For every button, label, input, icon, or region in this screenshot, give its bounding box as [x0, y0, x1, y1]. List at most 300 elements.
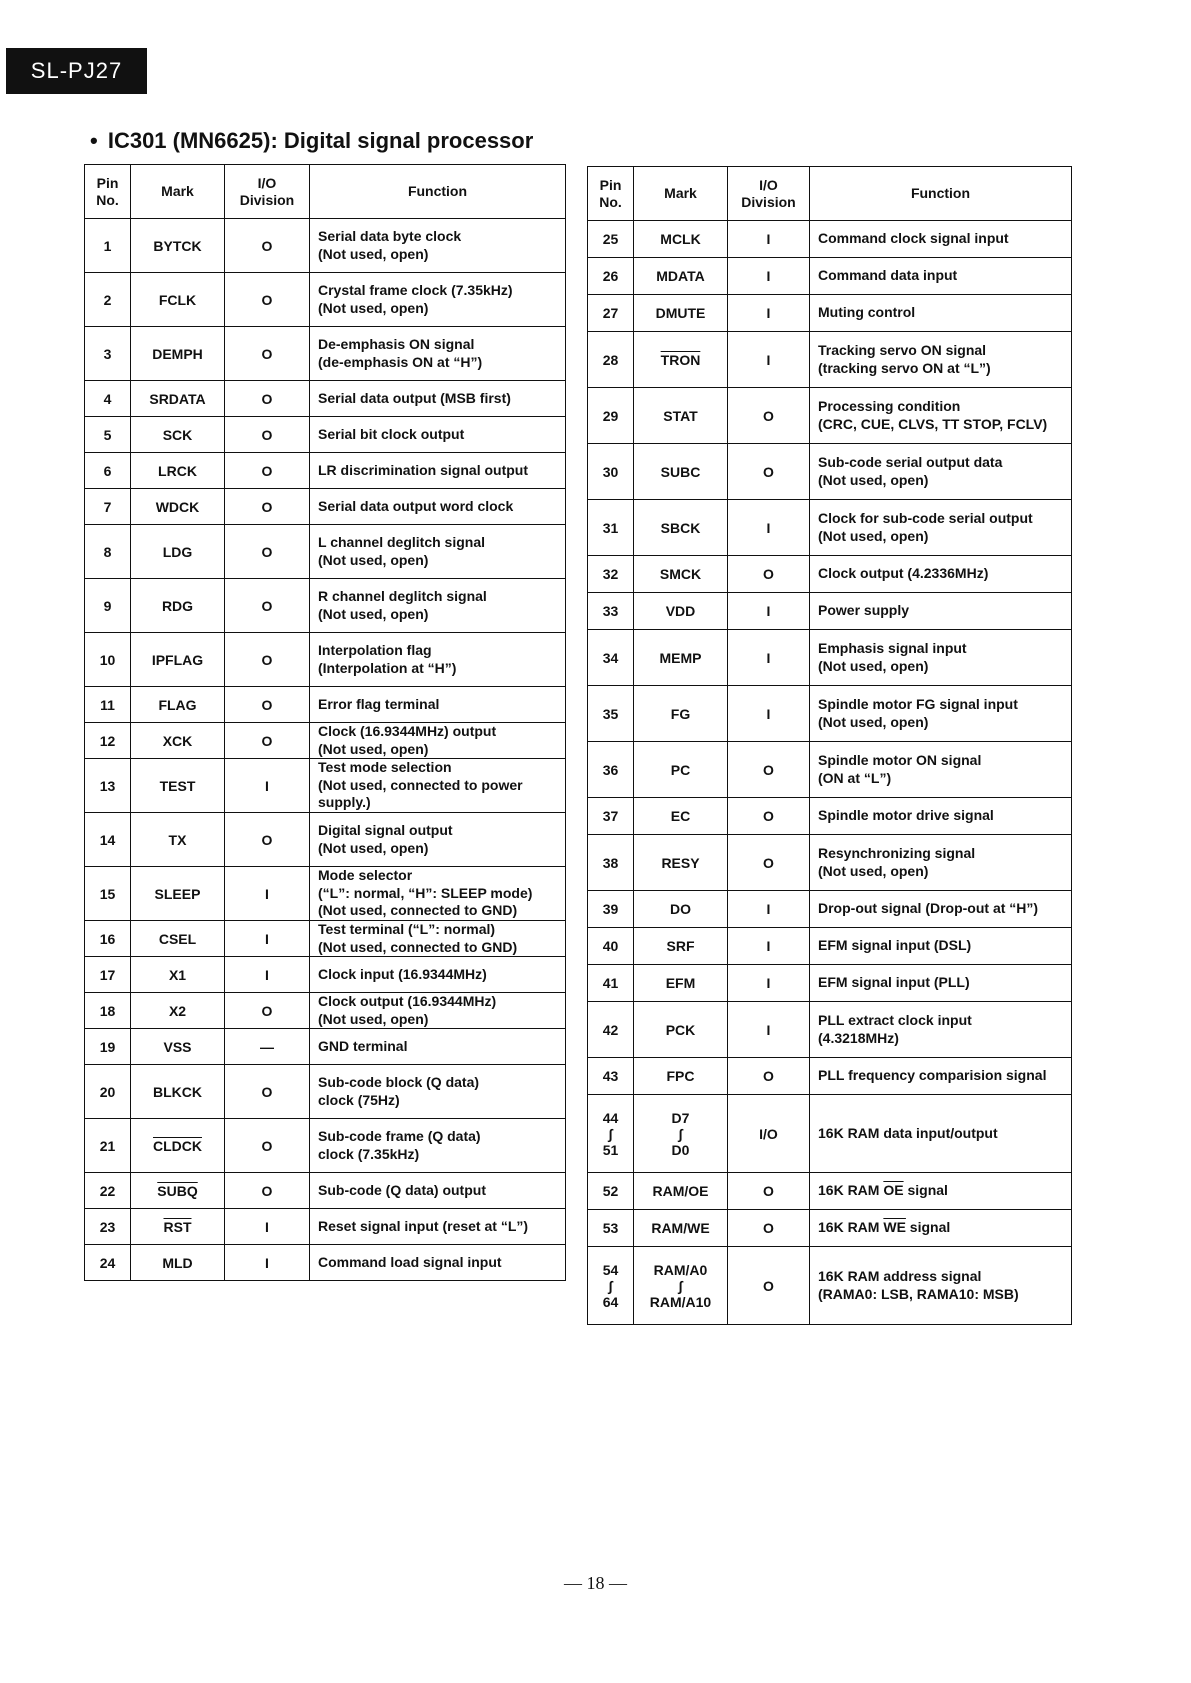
pin-mark [634, 891, 728, 928]
function-line: Muting control [818, 304, 916, 321]
pin-mark: SUBQ [131, 1173, 225, 1209]
pin-number-line: 27 [602, 305, 619, 321]
function-line: GND terminal [318, 1037, 408, 1054]
mark-line: SRF [666, 938, 695, 954]
pin-mark [634, 295, 728, 332]
function-line: L channel deglitch signal [318, 534, 485, 550]
pin-mark [634, 686, 728, 742]
function-line: (Not used, open) [318, 839, 429, 856]
range-symbol: ∫ [608, 1277, 613, 1294]
table-row [85, 579, 566, 633]
pin-number [588, 1247, 634, 1325]
pin-number-line: 31 [602, 519, 619, 536]
pin-io-division: O [728, 1247, 810, 1325]
pin-io-division: O [728, 1210, 810, 1247]
pin-number: 6 [85, 453, 131, 489]
function-line: Serial data output word clock [318, 497, 514, 514]
pin-function [310, 417, 566, 453]
pin-function [810, 332, 1072, 388]
pin-number [588, 1173, 634, 1210]
table-row [588, 965, 1072, 1002]
pin-io-division: O [225, 1065, 310, 1119]
pin-mark: BYTCK [131, 219, 225, 273]
pin-io-division: O [728, 742, 810, 798]
pin-number [588, 835, 634, 891]
table-row [588, 500, 1072, 556]
table-row [85, 219, 566, 273]
pin-function [310, 453, 566, 489]
function-line: clock (75Hz) [318, 1091, 400, 1108]
function-line: Resynchronizing signal [818, 845, 976, 861]
pin-io-division: O [728, 556, 810, 593]
pin-mark: IPFLAG [131, 633, 225, 687]
range-symbol: ∫ [678, 1277, 683, 1294]
pin-mark: XCK [131, 723, 225, 759]
function-line: Serial data output (MSB first) [318, 389, 511, 406]
pin-number-line: 36 [602, 761, 619, 778]
pin-number [588, 891, 634, 928]
pin-io-division: I [728, 965, 810, 1002]
pin-mark: LDG [131, 525, 225, 579]
function-line: Digital signal output [318, 822, 453, 838]
function-line: (Not used, open) [318, 245, 429, 262]
function-line: Spindle motor drive signal [818, 807, 994, 824]
pin-io-division: O [225, 687, 310, 723]
pin-function [310, 273, 566, 327]
pin-number-line: 52 [602, 1183, 619, 1199]
header-mark: Mark [634, 167, 728, 221]
pin-number-line: 37 [602, 808, 619, 824]
pin-number: 3 [85, 327, 131, 381]
pin-io-division: I [728, 1002, 810, 1058]
pin-io-division: I [225, 1209, 310, 1245]
pin-mark: TEST [131, 759, 225, 813]
table-row [85, 813, 566, 867]
table-header-row [588, 167, 1072, 221]
mark-line: DMUTE [655, 305, 706, 321]
model-name: SL-PJ27 [30, 58, 123, 83]
pin-number: 21 [85, 1119, 131, 1173]
pin-number-line: 41 [602, 975, 619, 991]
mark-line: EFM [665, 975, 696, 991]
function-line: Serial data byte clock [318, 228, 462, 244]
table-row [85, 1173, 566, 1209]
function-line: Processing condition [818, 398, 961, 414]
function-line: (Not used, open) [318, 740, 429, 757]
function-line: (de-emphasis ON at “H”) [318, 353, 483, 370]
pin-number-line: 30 [602, 463, 619, 480]
function-line: Clock output (16.9344MHz) [318, 993, 497, 1009]
pin-function [810, 1002, 1072, 1058]
mark-line: D0 [671, 1141, 690, 1158]
pin-mark [634, 593, 728, 630]
pin-number-line: 28 [602, 351, 619, 368]
pin-number [588, 295, 634, 332]
pin-mark [634, 1058, 728, 1095]
pin-io-division: O [225, 1173, 310, 1209]
pin-number: 5 [85, 417, 131, 453]
function-line: (CRC, CUE, CLVS, TT STOP, FCLV) [818, 415, 1048, 432]
pin-function [310, 723, 566, 759]
pin-mark: FLAG [131, 687, 225, 723]
function-line: Clock (16.9344MHz) output [318, 723, 497, 739]
mark-line: RAM/WE [651, 1220, 710, 1236]
table-row [588, 332, 1072, 388]
mark-line: DO [670, 901, 691, 917]
function-line: Spindle motor FG signal input [818, 696, 1018, 712]
pin-mark [634, 556, 728, 593]
pin-mark [634, 500, 728, 556]
mark-line: TRON [660, 351, 701, 368]
header-function: Function [310, 165, 566, 219]
pin-function [310, 1029, 566, 1065]
pin-table-left [84, 164, 566, 1281]
table-header-row [85, 165, 566, 219]
pin-number: 11 [85, 687, 131, 723]
pin-number [588, 928, 634, 965]
mark-line: MDATA [656, 268, 705, 284]
pin-number-line: 29 [602, 407, 619, 424]
pin-number: 23 [85, 1209, 131, 1245]
table-row [85, 1065, 566, 1119]
pin-io-division: O [225, 1119, 310, 1173]
function-line: (Not used, open) [818, 862, 929, 879]
pin-mark [634, 388, 728, 444]
pin-mark [634, 1002, 728, 1058]
function-line: Error flag terminal [318, 695, 440, 712]
pin-mark [634, 221, 728, 258]
pin-number [588, 500, 634, 556]
function-line: Test mode selection [318, 759, 452, 776]
pin-function [810, 444, 1072, 500]
pin-io-division: O [225, 381, 310, 417]
function-line: (Not used, open) [318, 551, 429, 568]
table-row [85, 273, 566, 327]
pin-io-division: — [225, 1029, 310, 1065]
pin-io-division: I [728, 891, 810, 928]
pin-number-line: 25 [602, 231, 619, 247]
pin-number [588, 686, 634, 742]
function-line: 16K RAM address signal [818, 1268, 982, 1284]
function-line: Power supply [818, 602, 910, 619]
pin-mark: CLDCK [131, 1119, 225, 1173]
pin-number [588, 593, 634, 630]
table-row [85, 1029, 566, 1065]
pin-number [588, 630, 634, 686]
pin-number-line: 54 [602, 1261, 619, 1278]
table-row [588, 630, 1072, 686]
pin-function [810, 835, 1072, 891]
table-row [588, 1095, 1072, 1173]
header-io-division: I/O Division [225, 165, 310, 219]
function-line: Spindle motor ON signal [818, 752, 982, 768]
pin-io-division: I [225, 921, 310, 957]
function-line: Sub-code frame (Q data) [318, 1128, 481, 1144]
pin-io-division: I [728, 686, 810, 742]
pin-mark [634, 630, 728, 686]
pin-function [310, 633, 566, 687]
header-io-division: I/O Division [728, 167, 810, 221]
function-line: (Not used, open) [318, 605, 429, 622]
pin-number: 20 [85, 1065, 131, 1119]
function-line: (“L”: normal, “H”: SLEEP mode) [318, 884, 533, 901]
pin-io-division: O [225, 579, 310, 633]
pin-function [810, 798, 1072, 835]
function-line: R channel deglitch signal [318, 588, 487, 604]
function-line: EFM signal input (DSL) [818, 937, 972, 954]
pin-number [588, 798, 634, 835]
function-line: (tracking servo ON at “L”) [818, 359, 991, 376]
function-line: 16K RAM $\overline{OE}$ signal [818, 1182, 948, 1199]
pin-mark [634, 742, 728, 798]
table-row [85, 687, 566, 723]
table-row [85, 867, 566, 921]
pin-number: 12 [85, 723, 131, 759]
mark-line: PC [670, 761, 691, 778]
function-line: (Not used, open) [818, 657, 929, 674]
function-line: Drop-out signal (Drop-out at “H”) [818, 900, 1039, 917]
table-row [85, 381, 566, 417]
pin-mark: FCLK [131, 273, 225, 327]
mark-line: FPC [666, 1068, 695, 1084]
function-line: (4.3218MHz) [818, 1029, 899, 1046]
function-line: supply.) [318, 794, 371, 811]
mark-line: RESY [661, 854, 700, 871]
pin-number: 4 [85, 381, 131, 417]
mark-line: EC [670, 808, 691, 824]
function-line: Emphasis signal input [818, 640, 967, 656]
function-line: Serial bit clock output [318, 425, 465, 442]
table-row [588, 295, 1072, 332]
function-line: EFM signal input (PLL) [818, 974, 970, 991]
pin-number: 15 [85, 867, 131, 921]
table-row [85, 327, 566, 381]
function-line: Clock input (16.9344MHz) [318, 965, 487, 982]
table-row [85, 957, 566, 993]
pin-number [588, 221, 634, 258]
pin-function [310, 921, 566, 957]
pin-io-division: I [728, 928, 810, 965]
pin-number-line: 43 [602, 1068, 619, 1084]
pin-number-line: 40 [602, 938, 619, 954]
pin-io-division: O [225, 525, 310, 579]
pin-mark: X1 [131, 957, 225, 993]
pin-function [810, 295, 1072, 332]
function-line: (Not used, open) [318, 299, 429, 316]
function-line: PLL frequency comparision signal [818, 1067, 1047, 1084]
table-row [588, 1210, 1072, 1247]
function-line: (Not used, open) [818, 713, 929, 730]
pin-number [588, 444, 634, 500]
pin-number-line: 39 [602, 901, 619, 917]
mark-line: MCLK [660, 231, 701, 247]
table-row [588, 798, 1072, 835]
pin-number [588, 1002, 634, 1058]
active-low-signal-name: $\overline{WE}$ [883, 1219, 906, 1236]
pin-number: 22 [85, 1173, 131, 1209]
pin-function [310, 1173, 566, 1209]
pin-io-division: O [728, 798, 810, 835]
pin-function [810, 928, 1072, 965]
function-line: (Not used, open) [318, 1010, 429, 1027]
range-symbol: ∫ [608, 1125, 613, 1142]
pin-mark [634, 798, 728, 835]
pin-function [810, 1247, 1072, 1325]
function-line: Clock output (4.2336MHz) [818, 565, 989, 582]
pin-number [588, 1058, 634, 1095]
pin-function [310, 1245, 566, 1281]
pin-function [810, 556, 1072, 593]
mark-line: PCK [665, 1021, 696, 1038]
pin-function [810, 221, 1072, 258]
mark-line: D7 [671, 1109, 690, 1126]
pin-function [810, 1058, 1072, 1095]
function-line: (Not used, connected to GND) [318, 902, 518, 919]
pin-io-division: I [225, 759, 310, 813]
pin-number: 8 [85, 525, 131, 579]
function-line: Sub-code serial output data [818, 454, 1003, 470]
pin-function [310, 489, 566, 525]
pin-mark: SLEEP [131, 867, 225, 921]
table-row [588, 1173, 1072, 1210]
pin-function [810, 686, 1072, 742]
pin-mark [634, 1247, 728, 1325]
function-line: Command data input [818, 267, 958, 284]
function-line: (Interpolation at “H”) [318, 659, 457, 676]
mark-line: MEMP [659, 649, 702, 666]
function-line: (Not used, open) [818, 471, 929, 488]
pin-io-division: O [225, 813, 310, 867]
pin-number [588, 556, 634, 593]
pin-number: 14 [85, 813, 131, 867]
pin-function [810, 1095, 1072, 1173]
pin-table-right [587, 166, 1072, 1325]
pin-function [310, 1065, 566, 1119]
mark-line: SUBC [660, 463, 701, 480]
pin-mark [634, 444, 728, 500]
pin-io-division: O [728, 1173, 810, 1210]
pin-function [310, 525, 566, 579]
active-low-signal-name: $\overline{OE}$ [883, 1182, 904, 1199]
pin-mark [634, 1173, 728, 1210]
header-function: Function [810, 167, 1072, 221]
pin-function [310, 993, 566, 1029]
model-badge [6, 48, 147, 94]
table-row [588, 742, 1072, 798]
pin-mark: CSEL [131, 921, 225, 957]
table-row [85, 993, 566, 1029]
pin-number-line: 35 [602, 705, 619, 722]
pin-number [588, 332, 634, 388]
pin-mark: MLD [131, 1245, 225, 1281]
function-line: Tracking servo ON signal [818, 342, 987, 358]
mark-line: SBCK [660, 519, 701, 536]
function-line: Interpolation flag [318, 642, 432, 658]
table-row [85, 1209, 566, 1245]
pin-io-division: O [728, 1058, 810, 1095]
table-row [85, 921, 566, 957]
pin-mark [634, 965, 728, 1002]
pin-number: 9 [85, 579, 131, 633]
table-row [588, 593, 1072, 630]
pin-function [310, 219, 566, 273]
header-pin-no: Pin No. [588, 167, 634, 221]
function-line: Command load signal input [318, 1253, 502, 1270]
pin-function [310, 813, 566, 867]
pin-mark [634, 835, 728, 891]
pin-number [588, 1095, 634, 1173]
pin-mark: TX [131, 813, 225, 867]
pin-io-division: I [225, 957, 310, 993]
pin-number-line: 44 [602, 1109, 619, 1126]
mark-line: STAT [663, 407, 698, 424]
table-row [85, 489, 566, 525]
pin-number [588, 388, 634, 444]
table-row [85, 525, 566, 579]
pin-number: 1 [85, 219, 131, 273]
pin-mark: X2 [131, 993, 225, 1029]
pin-mark: $\overline{RST}$ [131, 1209, 225, 1245]
table-row [588, 835, 1072, 891]
pin-function [810, 742, 1072, 798]
table-row [85, 1245, 566, 1281]
pin-function [810, 593, 1072, 630]
table-row [85, 417, 566, 453]
pin-function [810, 1210, 1072, 1247]
pin-mark: DEMPH [131, 327, 225, 381]
pin-mark: LRCK [131, 453, 225, 489]
page-number: — 18 — [564, 1573, 627, 1593]
function-line: Reset signal input (reset at “L”) [318, 1217, 529, 1234]
pin-io-division: O [728, 835, 810, 891]
function-line: (Not used, open) [818, 527, 929, 544]
header-mark: Mark [131, 165, 225, 219]
pin-number-line: 34 [602, 649, 619, 666]
mark-line: RAM/A0 [653, 1261, 708, 1278]
pin-io-division: I [728, 500, 810, 556]
pin-io-division: O [225, 417, 310, 453]
title-text: IC301 (MN6625): Digital signal processor [107, 128, 534, 153]
pin-number: 18 [85, 993, 131, 1029]
pin-io-division: I [728, 332, 810, 388]
pin-function [810, 500, 1072, 556]
function-line: Sub-code (Q data) output [318, 1181, 486, 1198]
function-line: Clock for sub-code serial output [818, 510, 1033, 526]
function-line: 16K RAM data input/output [818, 1124, 998, 1141]
function-line: PLL extract clock input [818, 1012, 972, 1028]
function-line: (RAMA0: LSB, RAMA10: MSB) [818, 1285, 1019, 1302]
pin-io-division: O [225, 723, 310, 759]
pin-io-division: O [225, 327, 310, 381]
mark-line: VDD [665, 603, 696, 619]
function-line: Sub-code block (Q data) [318, 1074, 480, 1090]
pin-io-division: I [728, 593, 810, 630]
table-row [588, 444, 1072, 500]
pin-mark: VSS [131, 1029, 225, 1065]
pin-io-division: O [225, 273, 310, 327]
pin-function [310, 687, 566, 723]
pin-number: 7 [85, 489, 131, 525]
table-row [85, 759, 566, 813]
function-line: Crystal frame clock (7.35kHz) [318, 282, 513, 298]
range-symbol: ∫ [678, 1125, 683, 1142]
pin-function [310, 1209, 566, 1245]
pin-number: 24 [85, 1245, 131, 1281]
table-row [588, 221, 1072, 258]
mark-line: RAM/A10 [649, 1293, 712, 1310]
table-row [588, 686, 1072, 742]
table-row [85, 723, 566, 759]
